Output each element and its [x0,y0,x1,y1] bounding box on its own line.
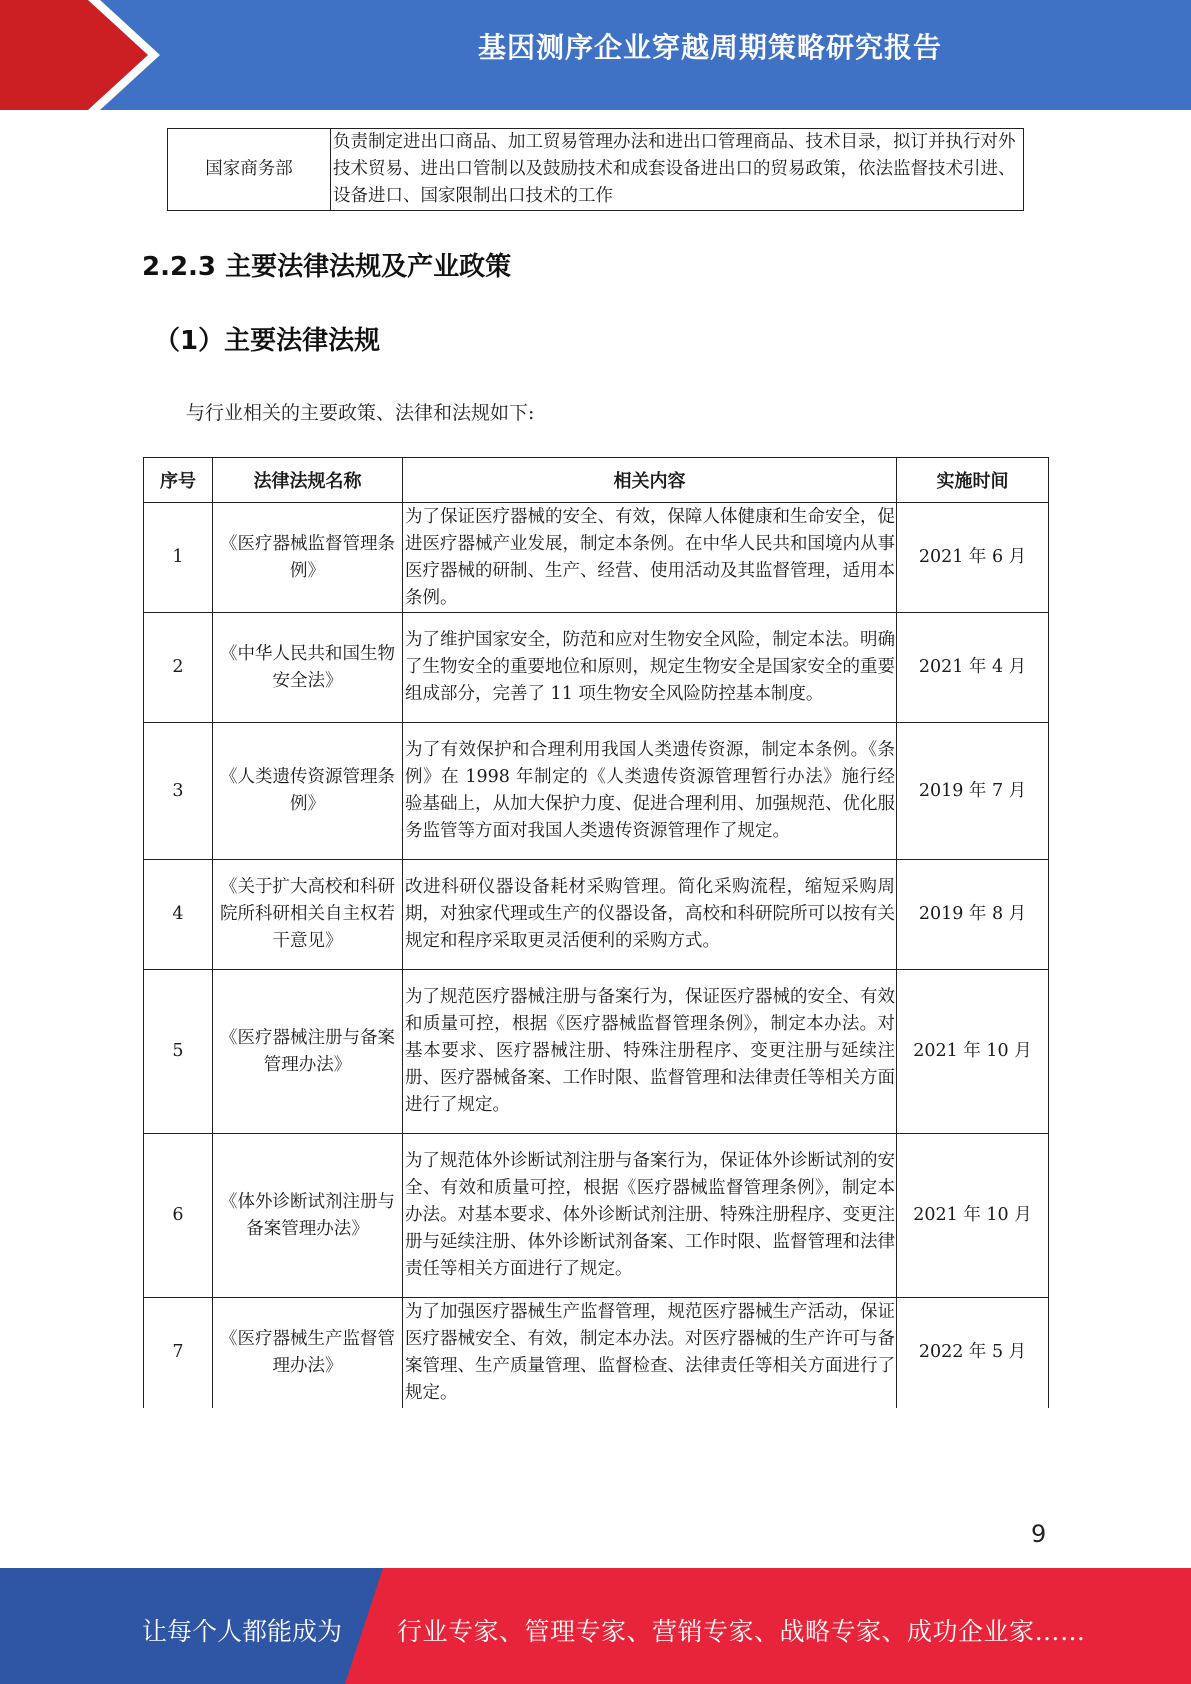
law-name: 《体外诊断试剂注册与备案管理办法》 [213,1134,403,1298]
effective-date: 2021 年 10 月 [897,970,1049,1134]
agency-table [167,128,1024,211]
law-name: 《医疗器械生产监督管理办法》 [213,1298,403,1408]
table-row [144,1134,1049,1298]
law-content: 为了加强医疗器械生产监督管理，规范医疗器械生产活动，保证医疗器械安全、有效，制定本办法。对医疗器械的生产许可与备案管理、生产质量管理、监督检查、法律责任等相关方面进行了规定。 [403,1298,897,1408]
footer-slogan-right: 行业专家、管理专家、营销专家、战略专家、成功企业家…… [397,1617,1086,1646]
law-name: 《关于扩大高校和科研院所科研相关自主权若干意见》 [213,860,403,970]
table-header-row [144,458,1049,503]
header-cell-name: 法律法规名称 [213,458,403,503]
page-footer [0,1568,1191,1684]
row-number: 6 [144,1134,213,1298]
row-number: 4 [144,860,213,970]
table-row [144,613,1049,723]
law-content: 为了维护国家安全，防范和应对生物安全风险，制定本法。明确了生物安全的重要地位和原则，规定生物安全是国家安全的重要组成部分，完善了 11 项生物安全风险防控基本制度。 [403,613,897,723]
effective-date: 2019 年 7 月 [897,723,1049,860]
table-row [144,860,1049,970]
report-title: 基因测序企业穿越周期策略研究报告 [477,31,942,64]
effective-date: 2022 年 5 月 [897,1298,1049,1408]
agency-duty: 负责制定进出口商品、加工贸易管理办法和进出口管理商品、技术目录，拟订并执行对外技术贸易、进出口管制以及鼓励技术和成套设备进出口的贸易政策，依法监督技术引进、设备进口、国家限制出口技术的工作 [331,129,1024,211]
agency-name: 国家商务部 [168,129,331,211]
effective-date: 2021 年 4 月 [897,613,1049,723]
law-content: 为了保证医疗器械的安全、有效，保障人体健康和生命安全，促进医疗器械产业发展，制定本条例。在中华人民共和国境内从事医疗器械的研制、生产、经营、使用活动及其监督管理，适用本条例。 [403,503,897,613]
table-row [168,129,1024,211]
row-number: 7 [144,1298,213,1408]
table-row [144,1298,1049,1408]
page-header [0,0,1191,110]
effective-date: 2021 年 6 月 [897,503,1049,613]
header-cell-content: 相关内容 [403,458,897,503]
law-content: 为了规范医疗器械注册与备案行为，保证医疗器械的安全、有效和质量可控，根据《医疗器械监督管理条例》，制定本办法。对基本要求、医疗器械注册、特殊注册程序、变更注册与延续注册、医疗器械备案、工作时限、监督管理和法律责任等相关方面进行了规定。 [403,970,897,1134]
law-name: 《医疗器械注册与备案管理办法》 [213,970,403,1134]
table-row [144,503,1049,613]
laws-table [143,457,1049,1408]
row-number: 2 [144,613,213,723]
law-content: 改进科研仪器设备耗材采购管理。简化采购流程，缩短采购周期，对独家代理或生产的仪器设备，高校和科研院所可以按有关规定和程序采取更灵活便利的采购方式。 [403,860,897,970]
law-name: 《人类遗传资源管理条例》 [213,723,403,860]
table-row [144,970,1049,1134]
page-number: 9 [1031,1520,1047,1548]
law-content: 为了规范体外诊断试剂注册与备案行为，保证体外诊断试剂的安全、有效和质量可控，根据《医疗器械监督管理条例》，制定本办法。对基本要求、体外诊断试剂注册、特殊注册程序、变更注册与延续注册、体外诊断试剂备案、工作时限、监督管理和法律责任等相关方面进行了规定。 [403,1134,897,1298]
section-heading: 2.2.3 主要法律法规及产业政策 [142,252,512,282]
effective-date: 2021 年 10 月 [897,1134,1049,1298]
footer-slogan-left: 让每个人都能成为 [142,1617,343,1646]
law-content: 为了有效保护和合理利用我国人类遗传资源，制定本条例。《条例》在 1998 年制定的《人类遗传资源管理暂行办法》施行经验基础上，从加大保护力度、促进合理利用、加强规范、优化服务监管等方面对我国人类遗传资源管理作了规定。 [403,723,897,860]
header-cell-no: 序号 [144,458,213,503]
effective-date: 2019 年 8 月 [897,860,1049,970]
row-number: 5 [144,970,213,1134]
law-name: 《医疗器械监督管理条例》 [213,503,403,613]
row-number: 3 [144,723,213,860]
table-row [144,723,1049,860]
law-name: 《中华人民共和国生物安全法》 [213,613,403,723]
row-number: 1 [144,503,213,613]
intro-paragraph: 与行业相关的主要政策、法律和法规如下: [186,402,535,424]
header-red-chevron [0,0,148,110]
header-cell-date: 实施时间 [897,458,1049,503]
subsection-heading: （1）主要法律法规 [154,326,381,356]
